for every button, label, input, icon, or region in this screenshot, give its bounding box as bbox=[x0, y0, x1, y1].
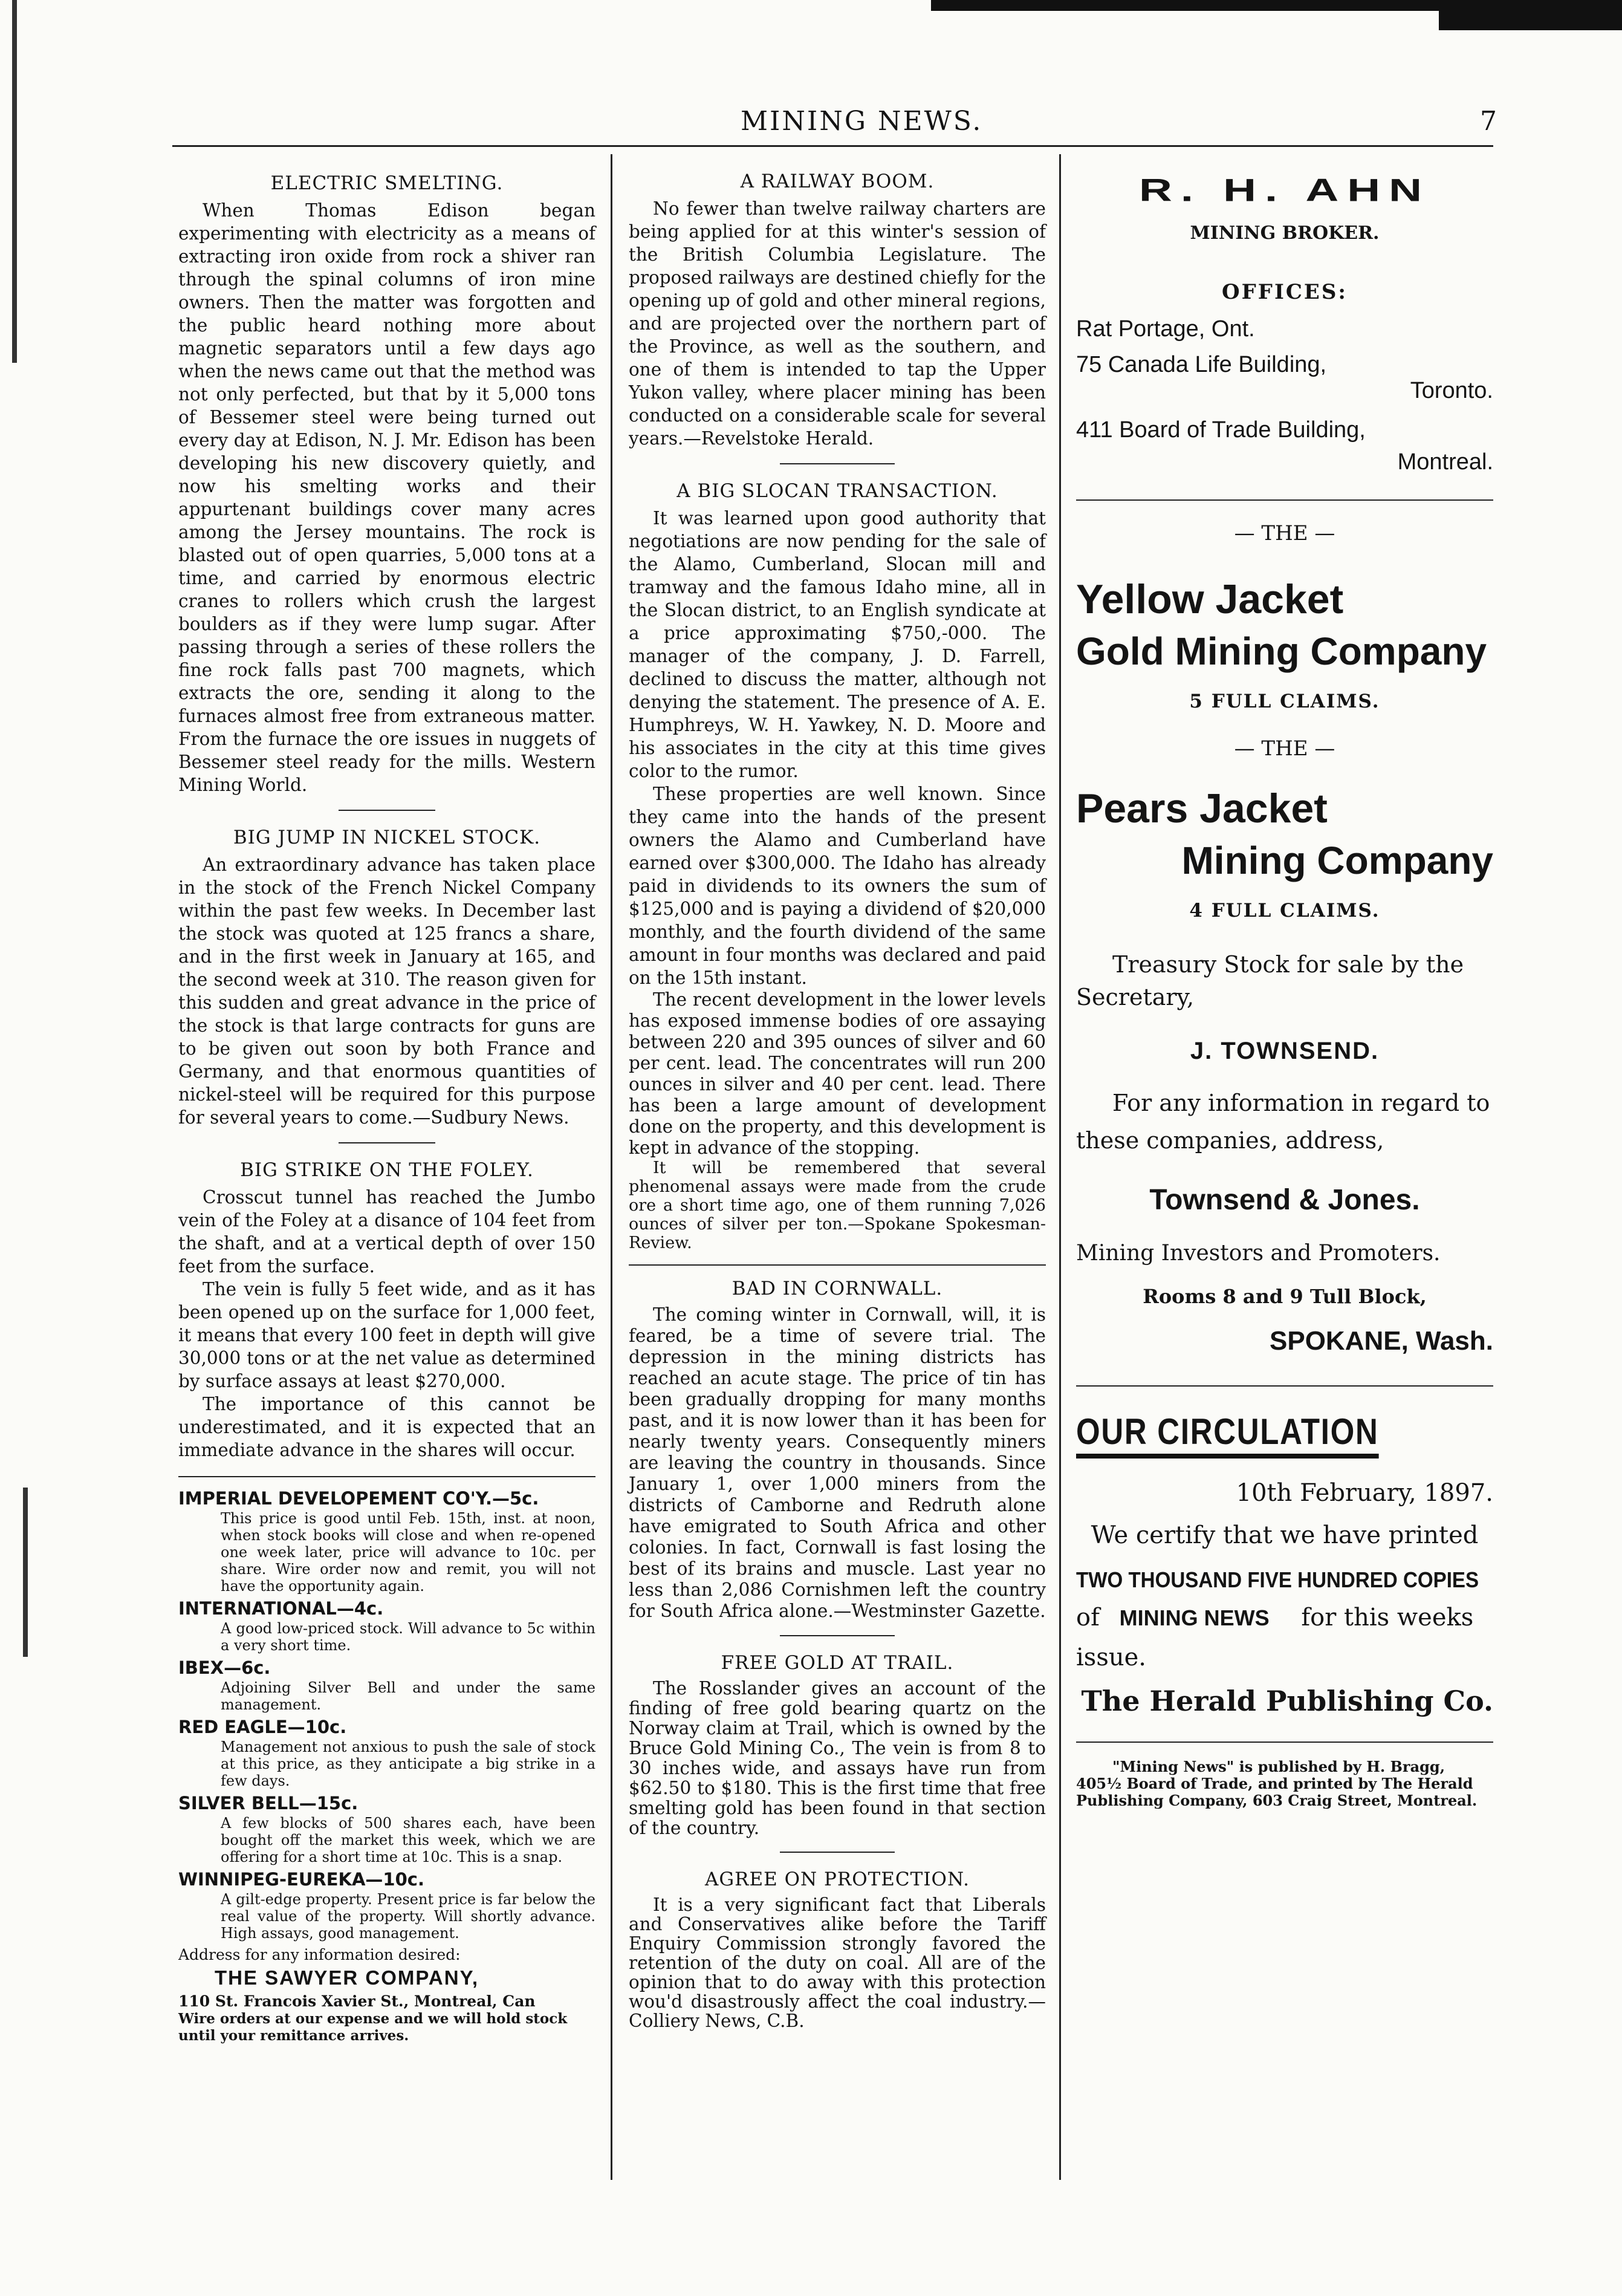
header-rule bbox=[172, 145, 1493, 147]
company-name: Mining Company bbox=[1181, 839, 1493, 882]
circulation-paper-name: MINING NEWS bbox=[1119, 1605, 1270, 1630]
claims-label: 4 FULL CLAIMS. bbox=[1189, 900, 1380, 922]
stock-name: IMPERIAL DEVELOPEMENT CO'Y.—5c. bbox=[178, 1488, 539, 1509]
article-body: No fewer than twelve railway charters are being applied for at this winter's session of the British Columbia Legislature. The proposed railways are destined chiefly for the opening up of gold and other mineral regions, and are projected over the northern part of the Province, as well as the southern, and one of them is intended to tap the Upper Yukon valley, where placer mining has been conducted on a considerable scale for several years.—Revelstoke Herald. bbox=[629, 198, 1046, 449]
column-divider-2 bbox=[1059, 154, 1061, 2180]
office-city: Toronto. bbox=[1410, 378, 1493, 403]
article-free-gold-trail bbox=[629, 1652, 1046, 1838]
page-number: 7 bbox=[1480, 106, 1499, 137]
circulation-notice bbox=[1076, 1411, 1493, 1717]
stock-name: INTERNATIONAL—4c. bbox=[178, 1598, 384, 1619]
stock-description: This price is good until Feb. 15th, inst. at noon, when stock books will close and when re-opened one week later, price will advance to 10c. per share. Wire order now and remit, you will not have the opportunity again. bbox=[221, 1510, 595, 1595]
stock-description: A few blocks of 500 shares each, have been bought off the market this week, which we are offering for a short time at 10c. This is a snap. bbox=[221, 1815, 595, 1865]
claims-label: 5 FULL CLAIMS. bbox=[1189, 691, 1380, 712]
article-slocan-transaction bbox=[629, 480, 1046, 1252]
office-address: 411 Board of Trade Building, bbox=[1076, 417, 1366, 443]
secretary-name: J. TOWNSEND. bbox=[1190, 1038, 1380, 1064]
article-railway-boom bbox=[629, 171, 1046, 450]
firm-description: Mining Investors and Promoters. bbox=[1076, 1241, 1441, 1266]
article-body: It is a very significant fact that Liberals and Conservatives alike before the Tariff Enquiry Commission strongly favored the retention of the duty on coal. All are of the opinion that to do away with this protection wou'd disastrously affect the coal industry.—Colliery News, C.B. bbox=[629, 1894, 1046, 2031]
scan-edge-mark-top-right bbox=[1439, 0, 1622, 30]
offices-label: OFFICES: bbox=[1222, 280, 1348, 304]
stock-description: A gilt-edge property. Present price is far below the real value of the property. Will shortly advance. High assays, good management. bbox=[221, 1891, 595, 1942]
firm-name: Townsend & Jones. bbox=[1149, 1184, 1420, 1216]
column-1 bbox=[178, 172, 595, 2044]
article-headline: BIG STRIKE ON THE FOLEY. bbox=[240, 1159, 534, 1181]
article-nickel-stock bbox=[178, 827, 595, 1129]
circulation-certify: We certify that we have printed bbox=[1091, 1521, 1479, 1549]
article-separator bbox=[629, 1264, 1046, 1266]
sawyer-stock-list bbox=[178, 1488, 595, 2044]
sawyer-street: 110 St. Francois Xavier St., Montreal, Can bbox=[178, 1992, 536, 2010]
article-paragraph: The vein is fully 5 feet wide, and as it has been opened up on the surface for 1,000 feet, it means that every 100 feet in depth will give 30,000 tons or at the net value as determined by surface assays at least $270,000. bbox=[178, 1279, 595, 1391]
office-address: 75 Canada Life Building, bbox=[1076, 352, 1327, 377]
page-title: MINING NEWS. bbox=[741, 106, 983, 137]
article-separator bbox=[339, 810, 435, 811]
city-name: SPOKANE, Wash. bbox=[1270, 1326, 1493, 1356]
article-paragraph: These properties are well known. Since they came into the hands of the present owners the Alamo and Cumberland have earned over $300,000. The Idaho has already paid in dividends to its owners the sum of $125,000 and is paying a dividend of $20,000 monthly, and the fourth dividend of the same amount in four months was declared and paid on the 15th instant. bbox=[629, 784, 1046, 988]
article-paragraph: It was learned upon good authority that negotiations are now pending for the sale of the Alamo, Cumberland, Slocan mill and tramway and the famous Idaho mine, all in the Slocan district, to an English syndicate at a price approximating $750,-000. The manager of the company, J. D. Farrell, declined to discuss the matter, although not denying the statement. The presence of A. E. Humphreys, W. H. Yawkey, N. D. Moore and his associates in the city at this time gives color to the rumor. bbox=[629, 508, 1046, 781]
column-3 bbox=[1076, 163, 1493, 1809]
the-label: — THE — bbox=[1234, 737, 1335, 761]
circulation-paper-line bbox=[1076, 1604, 1493, 1631]
scan-edge-mark-left bbox=[12, 0, 17, 363]
article-electric-smelting bbox=[178, 172, 595, 796]
article-headline: A RAILWAY BOOM. bbox=[740, 171, 935, 192]
ad-separator bbox=[178, 1476, 595, 1477]
stock-description: A good low-priced stock. Will advance to 5c within a very short time. bbox=[221, 1620, 595, 1654]
article-separator bbox=[780, 1635, 895, 1636]
sawyer-company-name: THE SAWYER COMPANY, bbox=[215, 1966, 479, 1989]
publisher-imprint: "Mining News" is published by H. Bragg, 405½ Board of Trade, and printed by The Herald Publishing Company, 603 Craig Street, Montreal. bbox=[1076, 1758, 1478, 1809]
the-label: — THE — bbox=[1234, 521, 1335, 545]
company-name: Yellow Jacket bbox=[1076, 576, 1344, 622]
article-separator bbox=[339, 1142, 435, 1143]
circulation-signature: The Herald Publishing Co. bbox=[1081, 1685, 1493, 1717]
scan-edge-mark-left-lower bbox=[23, 1488, 28, 1657]
column-divider-1 bbox=[611, 154, 612, 2180]
broker-title: MINING BROKER. bbox=[1190, 223, 1380, 244]
rooms-address: Rooms 8 and 9 Tull Block, bbox=[1143, 1285, 1427, 1308]
article-separator bbox=[780, 1852, 895, 1853]
ad-separator bbox=[1076, 1742, 1493, 1743]
article-paragraph: The importance of this cannot be underestimated, and it is expected that an immediate advance in the shares will occur. bbox=[178, 1394, 595, 1460]
circulation-for-week: for this weeks bbox=[1301, 1604, 1474, 1631]
sawyer-address-for: Address for any information desired: bbox=[178, 1946, 461, 1963]
article-body: When Thomas Edison began experimenting with electricity as a means of extracting iron oxide from rock a shiver ran through the spinal columns of iron mine owners. Then the matter was forgotten and the public heard nothing more about magnetic separators until a few days ago when the news came out that the method was not only perfected, but that by it 5,000 tons of Bessemer steel were being turned out every day at Edison, N. J. Mr. Edison has been developing his new discovery quietly, and now his smelting works and their appurtenant buildings cover many acres among the Jersey mountains. The rock is blasted out of open quarries, 5,000 tons at a time, and carried by enormous electric cranes to rollers which crush the largest boulders as if they were lump sugar. After passing through a series of these rollers the fine rock falls past 700 magnets, which extracts the ore, sending it along to the furnaces almost free from extraneous matter. From the furnace the ore issues in nuggets of Bessemer steel ready for the mills. Western Mining World. bbox=[178, 200, 595, 795]
article-headline: AGREE ON PROTECTION. bbox=[705, 1868, 970, 1890]
ad-separator bbox=[1076, 1385, 1493, 1387]
stock-name: WINNIPEG-EUREKA—10c. bbox=[178, 1869, 424, 1890]
article-separator bbox=[780, 463, 895, 464]
circulation-date: 10th February, 1897. bbox=[1236, 1479, 1493, 1507]
stock-description: Adjoining Silver Bell and under the same management. bbox=[221, 1679, 595, 1713]
article-bad-in-cornwall bbox=[629, 1278, 1046, 1622]
office-city: Montreal. bbox=[1397, 449, 1493, 475]
article-headline: ELECTRIC SMELTING. bbox=[270, 172, 504, 194]
office-address: Rat Portage, Ont. bbox=[1076, 316, 1255, 342]
circulation-heading: OUR CIRCULATION bbox=[1076, 1411, 1379, 1459]
broker-ad bbox=[1076, 163, 1493, 475]
info-note: For any information in regard to these companies, address, bbox=[1076, 1090, 1490, 1154]
article-paragraph: Crosscut tunnel has reached the Jumbo vein of the Foley at a disance of 104 feet from the shaft, and at a vertical depth of over 150 feet from the surface. bbox=[178, 1187, 595, 1276]
stock-name: IBEX—6c. bbox=[178, 1657, 271, 1678]
stock-name: RED EAGLE—10c. bbox=[178, 1717, 347, 1737]
company-name: Gold Mining Company bbox=[1076, 629, 1487, 673]
circulation-issue: issue. bbox=[1076, 1644, 1146, 1671]
article-body: An extraordinary advance has taken place in the stock of the French Nickel Company within the past few weeks. In December last the stock was quoted at 125 francs a share, and in the first week in January at 165, and the second week at 310. The reason given for this sudden and great advance in the price of the stock is that large contracts for guns are to be given out soon by both France and Germany, and that enormous quantities of nickel-steel will be required for this purpose for several years to come.—Sudbury News. bbox=[178, 854, 595, 1128]
stock-description: Management not anxious to push the sale of stock at this price, as they anticipate a big strike in a few days. bbox=[221, 1738, 595, 1789]
article-paragraph: The recent development in the lower levels has exposed immense bodies of ore assaying between 220 and 395 ounces of silver and 60 per cent. lead. The concentrates will run 200 ounces in silver and 40 per cent. lead. There has been a large amount of development done on the property, and this development is kept in advance of the stopping. bbox=[629, 989, 1046, 1158]
article-paragraph: It will be remembered that several phenomenal assays were made from the crude ore a short time ago, one of them running 7,026 ounces of silver per ton.—Spokane Spokesman-Review. bbox=[629, 1159, 1046, 1252]
stock-name: SILVER BELL—15c. bbox=[178, 1793, 358, 1813]
treasury-note: Treasury Stock for sale by the Secretary, bbox=[1076, 951, 1464, 1010]
article-headline: BAD IN CORNWALL. bbox=[732, 1278, 943, 1299]
column-2 bbox=[629, 171, 1046, 2031]
article-agree-protection bbox=[629, 1868, 1046, 2031]
jacket-companies-ad bbox=[1076, 521, 1493, 1356]
article-headline: FREE GOLD AT TRAIL. bbox=[721, 1652, 954, 1674]
article-headline: BIG JUMP IN NICKEL STOCK. bbox=[233, 827, 541, 848]
article-foley-strike bbox=[178, 1159, 595, 1462]
broker-name: R. H. AHN bbox=[1138, 172, 1431, 209]
circulation-copies: TWO THOUSAND FIVE HUNDRED COPIES bbox=[1076, 1567, 1479, 1592]
article-body: The coming winter in Cornwall, will, it is feared, be a time of severe trial. The depression in the mining districts has reached an acute stage. The price of tin has been gradually dropping for many months past, and it is now lower than it has been for nearly twenty years. Consequently miners are leaving the country in thousands. Since January 1, over 1,000 miners from the districts of Camborne and Redruth alone have emigrated to South Africa and other colonies. In fact, Cornwall is fast losing the best of its brains and muscle. Last year no less than 2,086 Cornishmen left the country for South Africa alone.—Westminster Gazette. bbox=[629, 1304, 1046, 1621]
sawyer-note: Wire orders at our expense and we will hold stock until your remittance arrives. bbox=[178, 2011, 568, 2044]
circulation-of: of bbox=[1076, 1604, 1100, 1631]
article-body: The Rosslander gives an account of the finding of free gold bearing quartz on the Norway claim at Trail, which is owned by the Bruce Gold Mining Co., The vein is from 8 to 30 inches wide, and assays have run from $62.50 to $180. This is the first time that free smelting gold has been found in that section of the country. bbox=[629, 1678, 1046, 1838]
company-name: Pears Jacket bbox=[1076, 785, 1328, 831]
article-headline: A BIG SLOCAN TRANSACTION. bbox=[676, 480, 998, 502]
ad-separator bbox=[1076, 499, 1493, 501]
